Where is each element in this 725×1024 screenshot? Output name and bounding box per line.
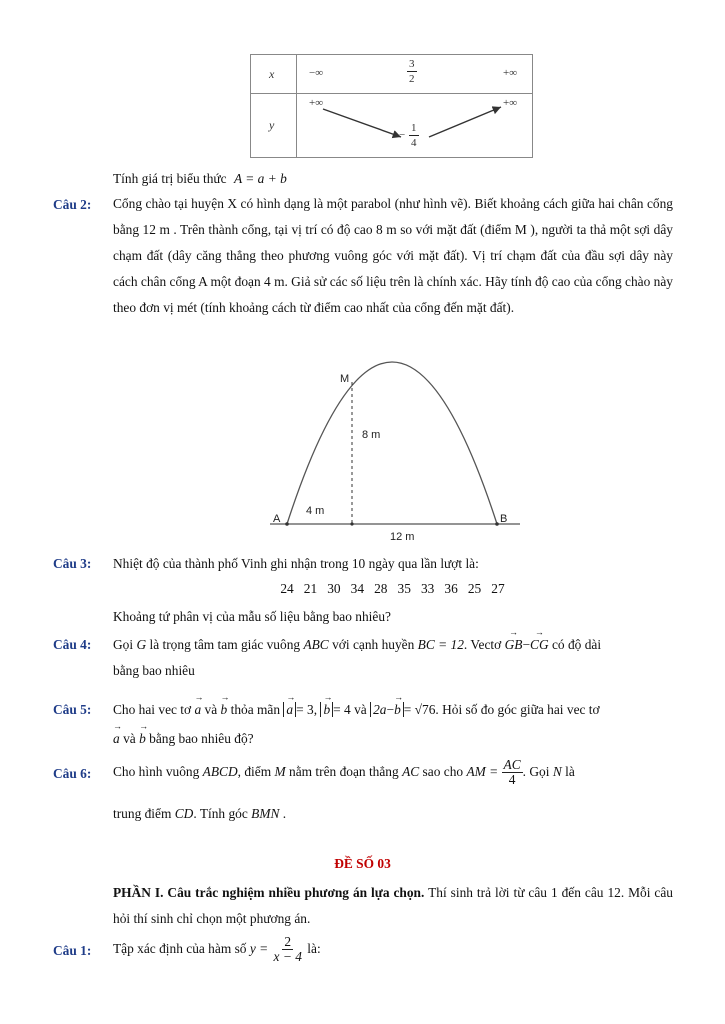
- vector-a: → a: [194, 702, 201, 718]
- vector-gb: → GB: [505, 637, 523, 653]
- fraction-ac-over-4: $\frac{AC}{4}$: [503, 757, 521, 788]
- part-1-text: Thí sinh trả lời từ câu 1 đến câu 12. Mỗi câu hỏi thí sinh chỉ chọn một phương án.: [113, 885, 673, 926]
- question-3-label: Câu 3:: [53, 556, 92, 571]
- point-m-label: M: [340, 373, 350, 385]
- y-left-value: +∞: [309, 97, 324, 109]
- question-3-text: Nhiệt độ của thành phố Vinh ghi nhận trong 10 ngày qua lần lượt là:: [113, 556, 479, 571]
- parabola-curve: [287, 362, 497, 524]
- intro-expression: A = a + b: [233, 171, 287, 186]
- y-right-value: +∞: [503, 97, 518, 109]
- vector-b: → b: [221, 702, 228, 718]
- question-2-label: Câu 2:: [53, 197, 92, 212]
- exam-title: ĐỀ SỐ 03: [334, 856, 391, 871]
- y-min-sign: −: [399, 129, 406, 141]
- question-5-line-1: Cho hai vec tơ → a và → b thỏa mãn → a = 3, → b = 4 và 2a−→ b = √76. Hỏi số đo góc giữa hai vec tơ: [113, 702, 600, 718]
- question-6-line-2: trung điểm CD. Tính góc BMN .: [113, 806, 287, 821]
- x-right-value: +∞: [503, 67, 518, 79]
- question-4-label: Câu 4:: [53, 637, 92, 652]
- question-1-text: Tập xác định của hàm số y = $\frac{2}{x - 4}$ là:: [113, 934, 321, 965]
- point-b-dot: [495, 522, 499, 526]
- x-critical-value: $\frac{3}{2}$: [409, 58, 415, 85]
- increasing-arrow: [429, 107, 501, 137]
- y-row-label: y: [269, 118, 275, 132]
- x-left-value: −∞: [309, 67, 324, 79]
- question-4-line-1: Gọi G là trọng tâm tam giác vuông ABC với cạnh huyền BC = 12. Vectơ → GB−→ CG có độ dài: [113, 637, 601, 653]
- temperature-data: 24 21 30 34 28 35 33 36 25 27: [280, 581, 505, 596]
- question-2-text: Cổng chào tại huyện X có hình dạng là một parabol (như hình vẽ). Biết khoảng cách giữa hai chân cổng bằng 12 m . Trên thành cổng, tại vị trí có độ cao 8 m so với mặt đất (điểm M ), người ta thả một sợi dây chạm đất (dây căng thẳng theo phương vuông góc với mặt đất). Vị trí chạm đất của đầu sợi dây này cách chân cổng A một đoạn 4 m. Giả sử các số liệu trên là chính xác. Hãy tính độ cao của cổng chào này theo đơn vị mét (tính khoảng cách từ điểm cao nhất của cổng đến mặt đất).: [113, 196, 673, 315]
- foot-distance-label: 4 m: [306, 505, 325, 517]
- intro-line: Tính giá trị biểu thức A = a + b: [113, 171, 287, 186]
- point-b-label: B: [500, 513, 508, 525]
- part-1-heading: PHẦN I. Câu trắc nghiệm nhiều phương án lựa chọn.: [113, 885, 425, 900]
- question-6-line-1: Cho hình vuông ABCD, điểm M nằm trên đoạn thẳng AC sao cho AM = $\frac{AC}{4}$ . Gọi N là: [113, 757, 575, 788]
- span-label: 12 m: [390, 531, 415, 543]
- question-5-line-2: → a và → b bằng bao nhiêu độ?: [113, 731, 254, 747]
- vector-cg: → CG: [530, 637, 549, 653]
- part-1-instructions: [113, 880, 673, 932]
- variation-arrows: [251, 55, 532, 157]
- question-4-line-2: bằng bao nhiêu: [113, 663, 195, 678]
- variation-table: [250, 54, 533, 158]
- fraction-function: $\frac{2}{x - 4}$: [273, 934, 302, 965]
- parabola-gate-figure: [260, 360, 530, 550]
- question-1-label: Câu 1:: [53, 943, 92, 958]
- height-label: 8 m: [362, 429, 381, 441]
- question-6-label: Câu 6:: [53, 766, 92, 781]
- question-5-label: Câu 5:: [53, 702, 92, 717]
- question-3-ask: Khoảng tứ phân vị của mẫu số liệu bằng bao nhiêu?: [113, 609, 391, 624]
- rope-foot-dot: [350, 522, 353, 525]
- point-a-label: A: [273, 513, 281, 525]
- x-row-label: x: [269, 67, 275, 81]
- point-a-dot: [285, 522, 289, 526]
- decreasing-arrow: [323, 109, 401, 137]
- y-min-value: $\frac{1}{4}$: [411, 122, 417, 149]
